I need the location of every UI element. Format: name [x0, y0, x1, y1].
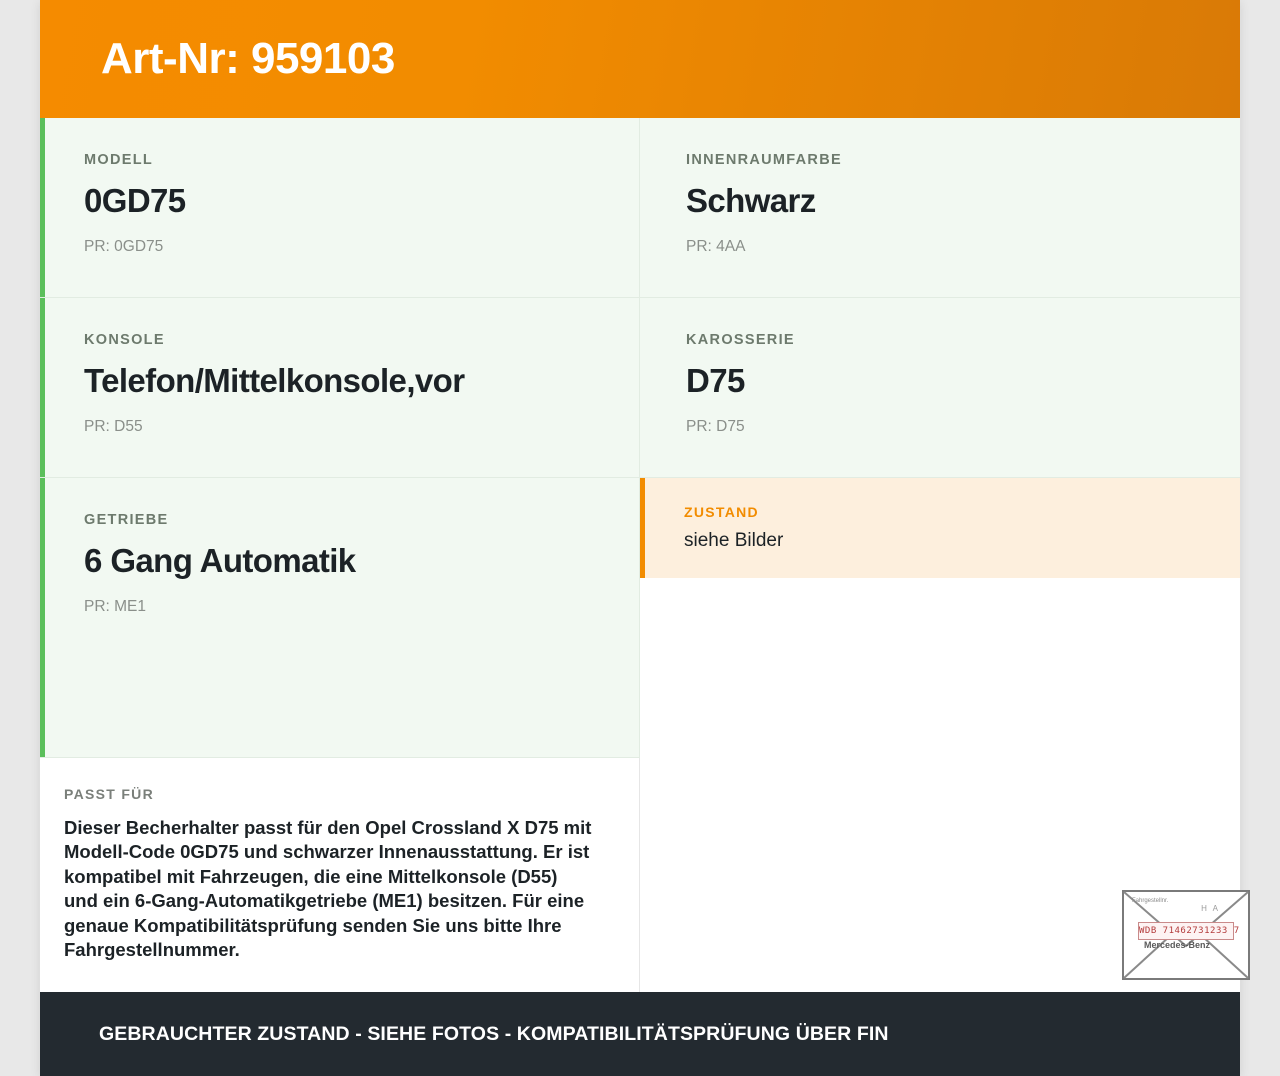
spec-cell-modell [40, 118, 640, 298]
zustand-column [640, 478, 1240, 758]
footer-note: GEBRAUCHTER ZUSTAND - SIEHE FOTOS - KOMPATIBILITÄTSPRÜFUNG ÜBER FIN [99, 1022, 889, 1045]
badge-top-left-text: Fahrgestellnr. [1132, 898, 1169, 904]
spec-value: Telefon/Mittelkonsole,vor [84, 362, 465, 399]
fits-block [40, 758, 640, 992]
vin-document-icon [1122, 890, 1250, 980]
zustand-label: ZUSTAND [684, 504, 759, 520]
spec-pr-code: PR: 0GD75 [84, 238, 164, 255]
spec-cell-konsole [40, 298, 640, 478]
product-spec-card [40, 0, 1240, 1076]
spec-label: KONSOLE [84, 332, 165, 348]
header-banner [40, 0, 1240, 118]
spec-cell-karosserie [640, 298, 1240, 478]
status-badge [640, 478, 1240, 578]
spec-cell-innenraumfarbe [640, 118, 1240, 298]
badge-top-right-text: H A [1201, 904, 1220, 913]
spec-value: 6 Gang Automatik [84, 542, 356, 579]
spec-pr-code: PR: D75 [686, 418, 745, 435]
spec-grid [40, 118, 1240, 758]
spec-value: Schwarz [686, 182, 816, 219]
badge-brand-text: Mercedes-Benz [1144, 940, 1211, 950]
spec-cell-getriebe [40, 478, 640, 758]
spec-label: INNENRAUMFARBE [686, 152, 842, 168]
spec-pr-code: PR: D55 [84, 418, 143, 435]
spec-pr-code: PR: ME1 [84, 598, 147, 615]
spec-label: MODELL [84, 152, 154, 168]
spec-pr-code: PR: 4AA [686, 238, 746, 255]
badge-vin-plate: WDB 71462731233 7 [1138, 922, 1234, 940]
fits-label: PASST FÜR [64, 786, 154, 802]
fits-description: Dieser Becherhalter passt für den Opel Crossland X D75 mit Modell-Code 0GD75 und schwarzer Innenausstattung. Er ist kompatibel mit Fahrzeugen, die eine Mittelkonsole (D55) und ein 6-Gang-Automatikgetriebe (ME1) besitzen. Für eine genaue Kompatibilitätsprüfung senden Sie uns bitte Ihre Fahrgestellnummer. [64, 817, 592, 961]
zustand-value: siehe Bilder [684, 530, 784, 551]
fits-row [40, 758, 1240, 992]
spec-value: 0GD75 [84, 182, 186, 219]
spec-value: D75 [686, 362, 745, 399]
spacer-cell [640, 578, 1240, 758]
page-title: Art-Nr: 959103 [101, 34, 395, 83]
spec-label: KAROSSERIE [686, 332, 795, 348]
footer-bar [40, 992, 1240, 1076]
spec-label: GETRIEBE [84, 512, 169, 528]
